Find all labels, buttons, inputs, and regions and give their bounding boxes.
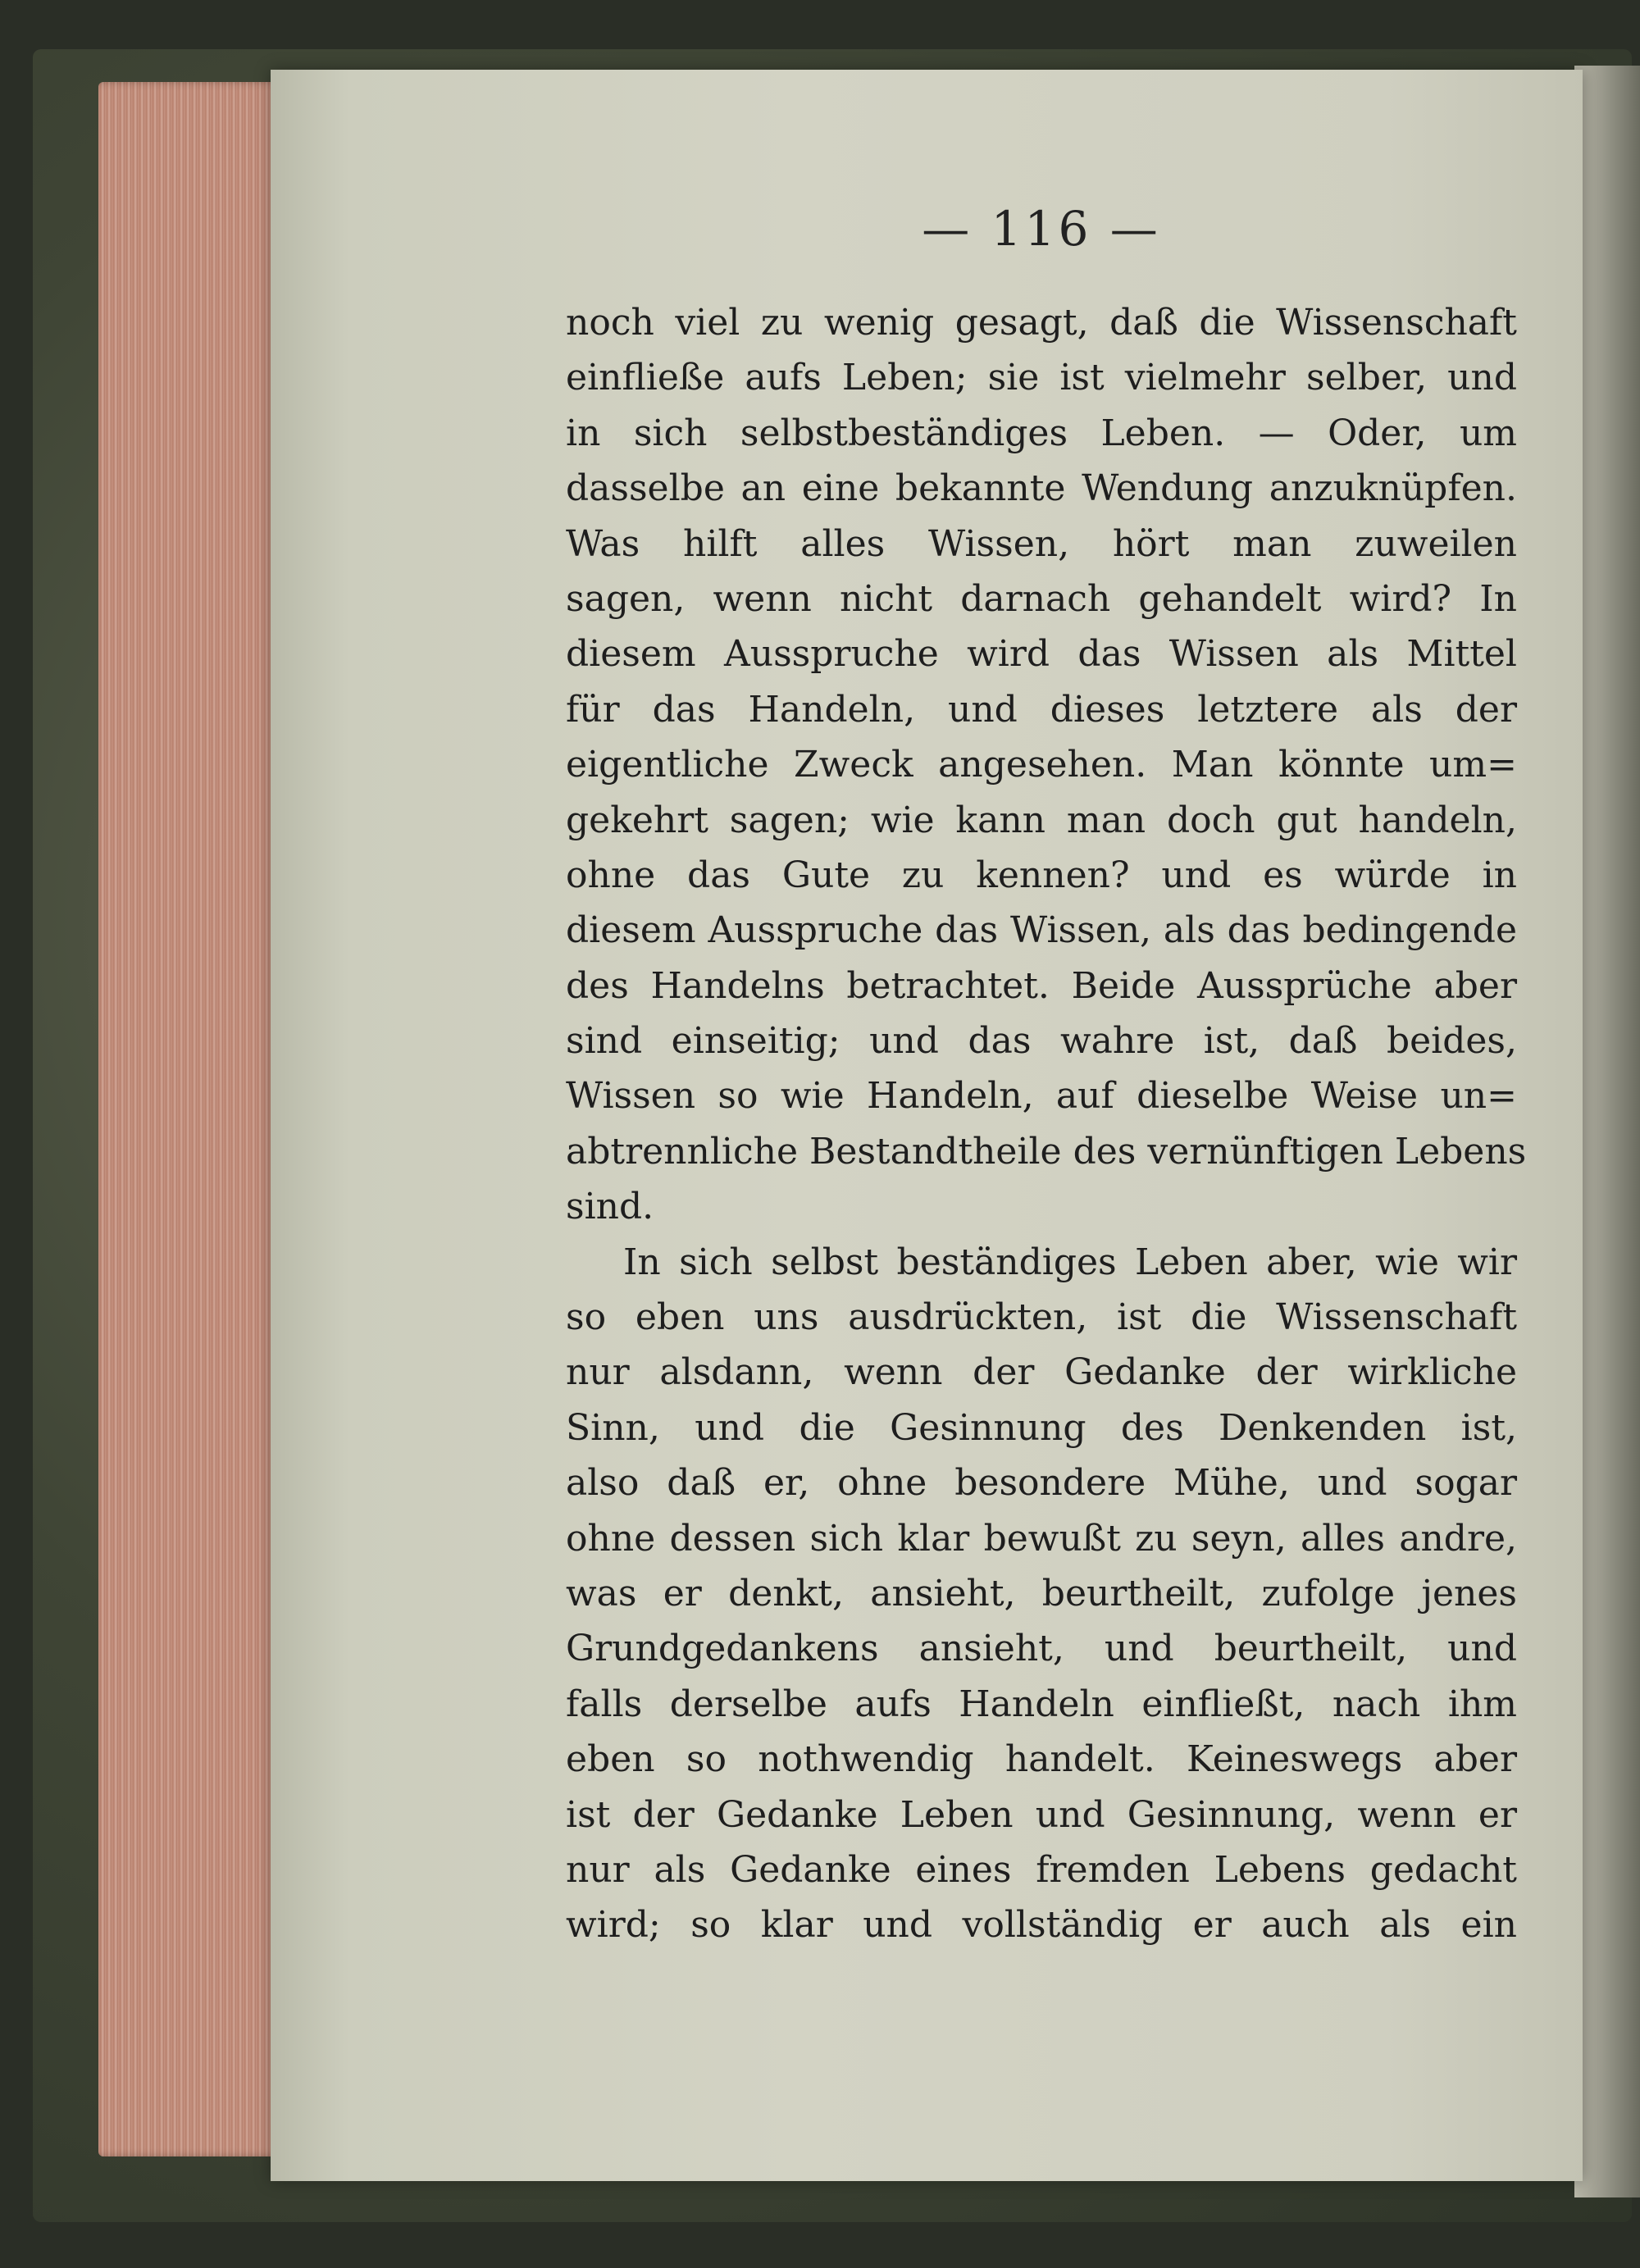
text-line: diesem Ausspruche wird das Wissen als Mittel (566, 633, 1517, 676)
text-line: Wissen so wie Handeln, auf dieselbe Weise un= (566, 1075, 1517, 1118)
text-line: in sich selbstbeständiges Leben. — Oder, um (566, 412, 1517, 454)
facing-page-edge (1574, 66, 1640, 2197)
text-line: sagen, wenn nicht darnach gehandelt wird? In (566, 577, 1517, 620)
text-line: diesem Ausspruche das Wissen, als das bedingende (566, 909, 1517, 952)
text-line: dasselbe an eine bekannte Wendung anzuknüpfen. (566, 467, 1517, 510)
text-line: falls derselbe aufs Handeln einfließt, nach ihm (566, 1683, 1517, 1725)
text-line: sind einseitig; und das wahre ist, daß beides, (566, 1020, 1517, 1063)
page-text (566, 295, 1527, 1953)
text-line: nur als Gedanke eines fremden Lebens gedacht (566, 1848, 1517, 1891)
page-number: — 116 — (922, 201, 1161, 257)
text-line: Was hilft alles Wissen, hört man zuweilen (566, 522, 1517, 565)
text-line: In sich selbst beständiges Leben aber, wie wir (623, 1241, 1517, 1283)
text-line: ohne das Gute zu kennen? und es würde in (566, 854, 1517, 896)
text-line: sind. (566, 1186, 654, 1228)
text-line: Grundgedankens ansieht, und beurtheilt, und (566, 1628, 1517, 1670)
page-edges (98, 82, 295, 2156)
text-line: so eben uns ausdrückten, ist die Wissenschaft (566, 1296, 1517, 1339)
text-line: wird; so klar und vollständig er auch als ein (566, 1904, 1517, 1947)
text-line: Sinn, und die Gesinnung des Denkenden ist, (566, 1406, 1517, 1449)
text-line: abtrennliche Bestandtheile des vernünftigen Lebens (566, 1130, 1527, 1173)
text-line: also daß er, ohne besondere Mühe, und sogar (566, 1462, 1517, 1505)
text-line: ist der Gedanke Leben und Gesinnung, wenn er (566, 1793, 1517, 1836)
text-line: eigentliche Zweck angesehen. Man könnte um= (566, 744, 1517, 786)
text-line: des Handelns betrachtet. Beide Aussprüche aber (566, 964, 1517, 1007)
text-line: noch viel zu wenig gesagt, daß die Wissenschaft (566, 302, 1517, 344)
text-line: eben so nothwendig handelt. Keineswegs aber (566, 1738, 1517, 1781)
text-line: ohne dessen sich klar bewußt zu seyn, alles andre, (566, 1517, 1517, 1560)
text-line: was er denkt, ansieht, beurtheilt, zufolge jenes (566, 1572, 1517, 1614)
text-line: für das Handeln, und dieses letztere als der (566, 688, 1517, 731)
text-line: einfließe aufs Leben; sie ist vielmehr selber, und (566, 357, 1517, 399)
text-line: nur alsdann, wenn der Gedanke der wirkliche (566, 1351, 1517, 1394)
text-line: gekehrt sagen; wie kann man doch gut handeln, (566, 799, 1517, 841)
